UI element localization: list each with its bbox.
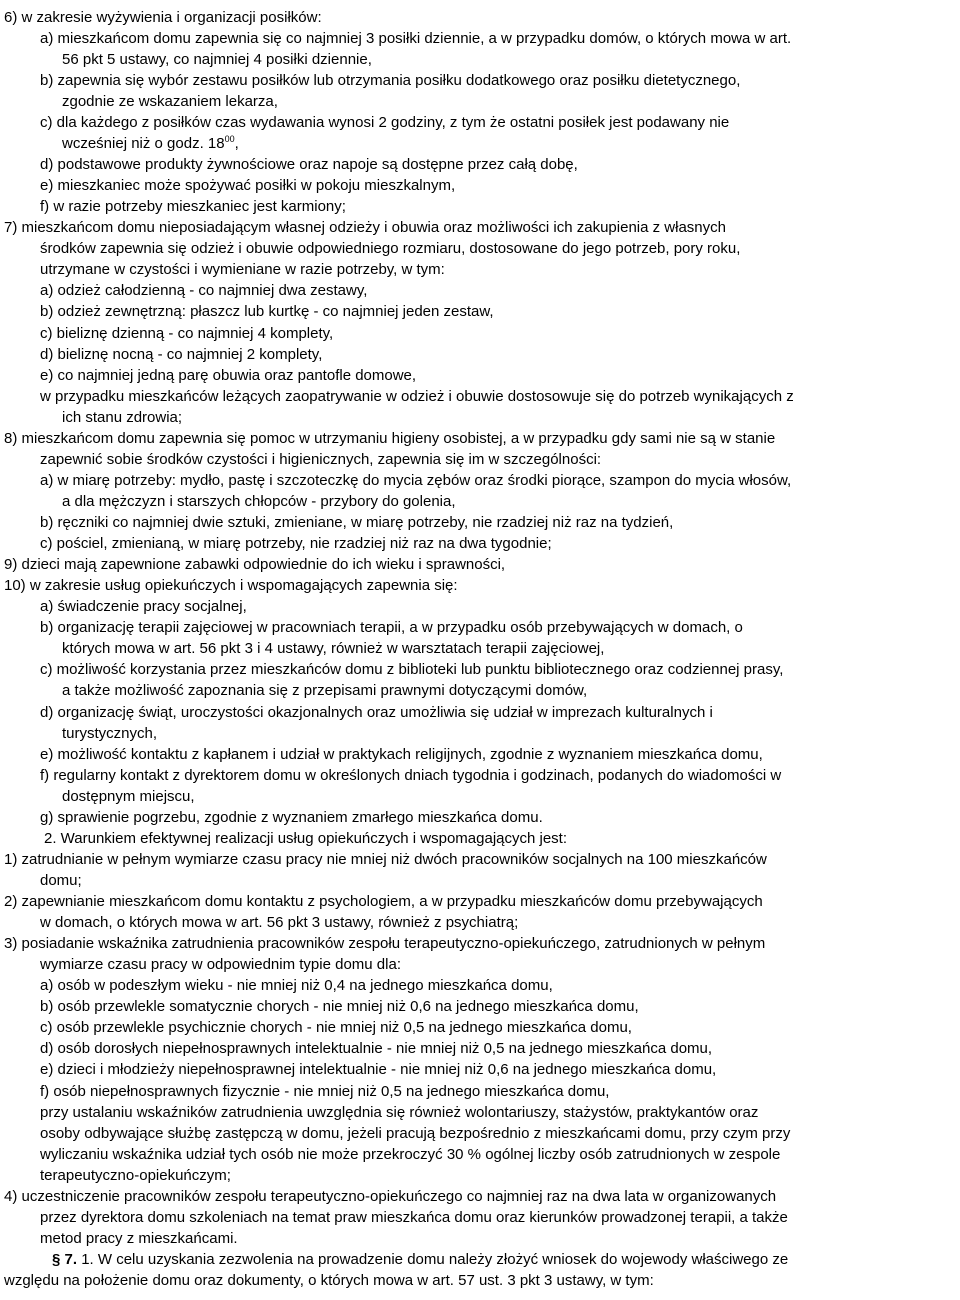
text-line: f) w razie potrzeby mieszkaniec jest karmiony;	[40, 198, 346, 215]
text-line: 6) w zakresie wyżywienia i organizacji posiłków:	[4, 9, 322, 26]
line-text: wcześniej niż o godz. 18	[62, 135, 225, 152]
text-line: 1) zatrudnianie w pełnym wymiarze czasu pracy nie mniej niż dwóch pracowników socjalnych na 100 mieszkańców	[4, 851, 767, 868]
text-line: d) organizację świąt, uroczystości okazjonalnych oraz umożliwia się udział w imprezach kulturalnych i	[40, 704, 713, 721]
text-line: wymiarze czasu pracy w odpowiednim typie domu dla:	[40, 956, 401, 973]
text-line: d) podstawowe produkty żywnościowe oraz napoje są dostępne przez całą dobę,	[40, 156, 578, 173]
text-line: zgodnie ze wskazaniem lekarza,	[62, 93, 278, 110]
text-line: zapewnić sobie środków czystości i higienicznych, zapewnia się im w szczególności:	[40, 451, 602, 468]
text-line: 56 pkt 5 ustawy, co najmniej 4 posiłki dziennie,	[62, 51, 372, 68]
text-line: terapeutyczno-opiekuńczym;	[40, 1167, 231, 1184]
text-line: dostępnym miejscu,	[62, 788, 195, 805]
text-line: 3) posiadanie wskaźnika zatrudnienia pracowników zespołu terapeutyczno-opiekuńczego, zatrudnionych w pełnym	[4, 935, 766, 952]
text-line: c) możliwość korzystania przez mieszkańców domu z biblioteki lub punktu bibliotecznego oraz codziennej prasy,	[40, 661, 784, 678]
text-line: a) mieszkańcom domu zapewnia się co najmniej 3 posiłki dziennie, a w przypadku domów, o których mowa w art.	[40, 30, 792, 47]
text-line: e) mieszkaniec może spożywać posiłki w pokoju mieszkalnym,	[40, 177, 456, 194]
text-line: przy ustalaniu wskaźników zatrudnienia uwzględnia się również wolontariuszy, stażystów, praktykantów oraz	[40, 1104, 759, 1121]
line-tail: ,	[234, 135, 239, 152]
text-line: c) dla każdego z posiłków czas wydawania wynosi 2 godziny, z tym że ostatni posiłek jest podawany nie	[40, 114, 730, 131]
text-line: których mowa w art. 56 pkt 3 i 4 ustawy, również w warsztatach terapii zajęciowej,	[62, 640, 605, 657]
text-line: a) w miarę potrzeby: mydło, pastę i szczoteczkę do mycia zębów oraz środki piorące, szampon do mycia włosów,	[40, 472, 792, 489]
text-line: ich stanu zdrowia;	[62, 409, 183, 426]
text-line: a) świadczenie pracy socjalnej,	[40, 598, 247, 615]
text-line: c) pościel, zmienianą, w miarę potrzeby, nie rzadziej niż raz na dwa tygodnie;	[40, 535, 552, 552]
text-line: b) odzież zewnętrzną: płaszcz lub kurtkę - co najmniej jeden zestaw,	[40, 303, 494, 320]
line-text: 1. W celu uzyskania zezwolenia na prowadzenie domu należy złożyć wniosek do wojewody właściwego ze	[81, 1251, 789, 1268]
paragraph-mark: § 7.	[52, 1251, 82, 1268]
text-line: 10) w zakresie usług opiekuńczych i wspomagających zapewnia się:	[4, 577, 458, 594]
text-line: a dla mężczyzn i starszych chłopców - przybory do golenia,	[62, 493, 456, 510]
text-line: e) dzieci i młodzieży niepełnosprawnej intelektualnie - nie mniej niż 0,6 na jednego mieszkańca domu,	[40, 1061, 717, 1078]
text-line: w domach, o których mowa w art. 56 pkt 3 ustawy, również z psychiatrą;	[40, 914, 519, 931]
superscript-minutes: 00	[224, 134, 235, 144]
text-line: wyliczaniu wskaźnika udział tych osób nie może przekroczyć 30 % ogólnej liczby osób zatrudnionych w zespole	[40, 1146, 781, 1163]
text-line: środków zapewnia się odzież i obuwie odpowiedniego rozmiaru, dostosowane do jego potrzeb, pory roku,	[40, 240, 741, 257]
text-line: a także możliwość zapoznania się z przepisami prawnymi dotyczącymi domów,	[62, 682, 588, 699]
text-line: c) osób przewlekle psychicznie chorych - nie mniej niż 0,5 na jednego mieszkańca domu,	[40, 1019, 632, 1036]
text-line: a) odzież całodzienną - co najmniej dwa zestawy,	[40, 282, 368, 299]
text-line: przez dyrektora domu szkoleniach na temat praw mieszkańca domu oraz kierunków prowadzonej terapii, a także	[40, 1209, 788, 1226]
text-line: d) bieliznę nocną - co najmniej 2 komplety,	[40, 346, 323, 363]
text-line: f) osób niepełnosprawnych fizycznie - nie mniej niż 0,5 na jednego mieszkańca domu,	[40, 1083, 610, 1100]
text-line: metod pracy z mieszkańcami.	[40, 1230, 238, 1247]
text-line: osoby odbywające służbę zastępczą w domu, jeżeli pracują bezpośrednio z mieszkańcami domu, przy czym przy	[40, 1125, 791, 1142]
text-line	[52, 1249, 788, 1271]
text-line: b) ręczniki co najmniej dwie sztuki, zmieniane, w miarę potrzeby, nie rzadziej niż raz na tydzień,	[40, 514, 674, 531]
text-line: domu;	[40, 872, 82, 889]
text-line: 8) mieszkańcom domu zapewnia się pomoc w utrzymaniu higieny osobistej, a w przypadku gdy sami nie są w stanie	[4, 430, 776, 447]
text-line: 2) zapewnianie mieszkańcom domu kontaktu z psychologiem, a w przypadku mieszkańców domu przebywających	[4, 893, 763, 910]
text-line: utrzymane w czystości i wymieniane w razie potrzeby, w tym:	[40, 261, 445, 278]
text-line: b) organizację terapii zajęciowej w pracowniach terapii, a w przypadku osób przebywających w domach, o	[40, 619, 743, 636]
text-line: b) zapewnia się wybór zestawu posiłków lub otrzymania posiłku dodatkowego oraz posiłku dietetycznego,	[40, 72, 741, 89]
text-line: d) osób dorosłych niepełnosprawnych intelektualnie - nie mniej niż 0,5 na jednego mieszkańca domu,	[40, 1040, 713, 1057]
text-line: 2. Warunkiem efektywnej realizacji usług opiekuńczych i wspomagających jest:	[44, 830, 568, 847]
text-line: 7) mieszkańcom domu nieposiadającym własnej odzieży i obuwia oraz możliwości ich zakupienia z własnych	[4, 219, 726, 236]
text-line: 4) uczestniczenie pracowników zespołu terapeutyczno-opiekuńczego co najmniej raz na dwa lata w organizowanych	[4, 1188, 777, 1205]
text-line: a) osób w podeszłym wieku - nie mniej niż 0,4 na jednego mieszkańca domu,	[40, 977, 553, 994]
text-line: 9) dzieci mają zapewnione zabawki odpowiednie do ich wieku i sprawności,	[4, 556, 506, 573]
text-line: względu na położenie domu oraz dokumenty, o których mowa w art. 57 ust. 3 pkt 3 ustawy, w tym:	[4, 1272, 654, 1289]
text-line: turystycznych,	[62, 725, 158, 742]
text-line: f) regularny kontakt z dyrektorem domu w określonych dniach tygodnia i godzinach, podanych do wiadomości w	[40, 767, 782, 784]
text-line: e) możliwość kontaktu z kapłanem i udział w praktykach religijnych, zgodnie z wyznaniem mieszkańca domu,	[40, 746, 763, 763]
text-line: w przypadku mieszkańców leżących zaopatrywanie w odzież i obuwie dostosowuje się do potrzeb wynikających z	[40, 388, 794, 405]
text-line: g) sprawienie pogrzebu, zgodnie z wyznaniem zmarłego mieszkańca domu.	[40, 809, 543, 826]
text-line: b) osób przewlekle somatycznie chorych - nie mniej niż 0,6 na jednego mieszkańca domu,	[40, 998, 639, 1015]
text-line	[62, 133, 239, 155]
text-line: e) co najmniej jedną parę obuwia oraz pantofle domowe,	[40, 367, 417, 384]
text-line: c) bieliznę dzienną - co najmniej 4 komplety,	[40, 325, 334, 342]
